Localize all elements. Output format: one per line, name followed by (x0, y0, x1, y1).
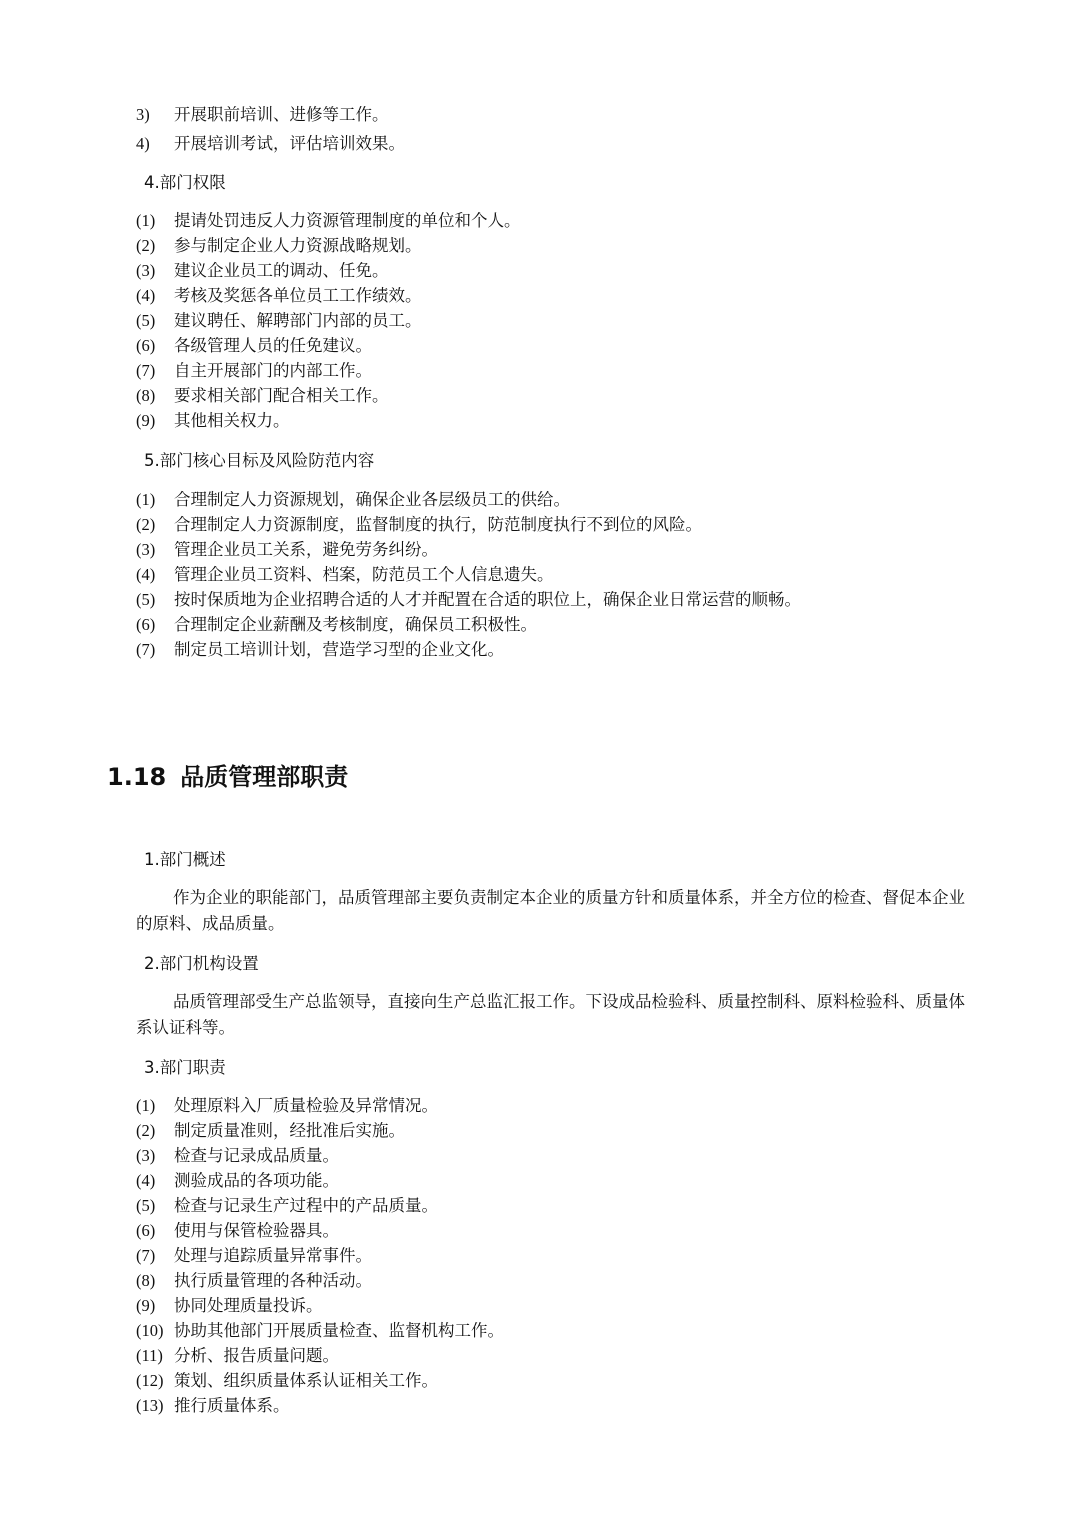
structure-heading: 2.部门机构设置 (144, 954, 259, 973)
item-number: (8) (136, 386, 156, 405)
list-item (136, 258, 521, 283)
item-number: (3) (136, 261, 156, 280)
item-number: (3) (136, 1146, 156, 1165)
list-item (136, 1343, 504, 1368)
item-text: 制定员工培训计划，营造学习型的企业文化。 (174, 640, 504, 659)
structure-paragraph: 品质管理部受生产总监领导，直接向生产总监汇报工作。下设成品检验科、质量控制科、原料检验科、质量体系认证科等。 (136, 992, 965, 1037)
list-item (136, 131, 405, 156)
list-item (136, 408, 521, 433)
item-number: (7) (136, 361, 156, 380)
item-text: 开展职前培训、进修等工作。 (174, 105, 389, 124)
item-text: 协助其他部门开展质量检查、监督机构工作。 (174, 1321, 504, 1340)
item-number: (6) (136, 336, 156, 355)
item-number: (4) (136, 565, 156, 584)
list-item (136, 233, 521, 258)
item-number: (5) (136, 1196, 156, 1215)
item-number: (2) (136, 236, 156, 255)
list-item (136, 1243, 504, 1268)
item-number: (7) (136, 1246, 156, 1265)
list-item (136, 1368, 504, 1393)
item-text: 考核及奖惩各单位员工工作绩效。 (174, 286, 422, 305)
item-number: (7) (136, 640, 156, 659)
list-item (136, 208, 521, 233)
item-number: (6) (136, 615, 156, 634)
list-item (136, 487, 801, 512)
authority-heading: 4.部门权限 (144, 173, 226, 192)
item-number: (6) (136, 1221, 156, 1240)
item-text: 检查与记录成品质量。 (174, 1146, 339, 1165)
item-number: (5) (136, 590, 156, 609)
item-text: 管理企业员工资料、档案，防范员工个人信息遗失。 (174, 565, 554, 584)
item-text: 使用与保管检验器具。 (174, 1221, 339, 1240)
duties-list (136, 1093, 504, 1418)
list-item (136, 562, 801, 587)
item-text: 其他相关权力。 (174, 411, 290, 430)
item-text: 管理企业员工关系，避免劳务纠纷。 (174, 540, 438, 559)
item-text: 合理制定企业薪酬及考核制度，确保员工积极性。 (174, 615, 537, 634)
item-text: 处理与追踪质量异常事件。 (174, 1246, 372, 1265)
list-item (136, 587, 801, 612)
item-text: 建议聘任、解聘部门内部的员工。 (174, 311, 422, 330)
list-item (136, 358, 521, 383)
item-number: 4) (136, 134, 150, 153)
item-number: (1) (136, 211, 156, 230)
item-number: (2) (136, 515, 156, 534)
list-item (136, 1218, 504, 1243)
item-text: 处理原料入厂质量检验及异常情况。 (174, 1096, 438, 1115)
item-number: (4) (136, 1171, 156, 1190)
item-text: 要求相关部门配合相关工作。 (174, 386, 389, 405)
item-number: (9) (136, 411, 156, 430)
list-item (136, 1393, 504, 1418)
item-text: 分析、报告质量问题。 (174, 1346, 339, 1365)
list-item (136, 1093, 504, 1118)
overview-heading: 1.部门概述 (144, 850, 226, 869)
list-item (136, 383, 521, 408)
item-number: (5) (136, 311, 156, 330)
item-text: 开展培训考试，评估培训效果。 (174, 134, 405, 153)
item-number: (10) (136, 1321, 164, 1340)
item-number: (13) (136, 1396, 164, 1415)
list-item (136, 283, 521, 308)
item-text: 协同处理质量投诉。 (174, 1296, 323, 1315)
list-item (136, 308, 521, 333)
item-number: (3) (136, 540, 156, 559)
list-item (136, 1293, 504, 1318)
item-number: (2) (136, 1121, 156, 1140)
list-item (136, 537, 801, 562)
item-number: (12) (136, 1371, 164, 1390)
item-text: 建议企业员工的调动、任免。 (174, 261, 389, 280)
item-text: 各级管理人员的任免建议。 (174, 336, 372, 355)
item-number: (8) (136, 1271, 156, 1290)
section-title-text: 品质管理部职责 (180, 763, 349, 791)
item-text: 合理制定人力资源制度，监督制度的执行，防范制度执行不到位的风险。 (174, 515, 702, 534)
item-text: 提请处罚违反人力资源管理制度的单位和个人。 (174, 211, 521, 230)
item-number: (1) (136, 1096, 156, 1115)
list-item (136, 102, 405, 127)
item-text: 制定质量准则，经批准后实施。 (174, 1121, 405, 1140)
item-text: 测验成品的各项功能。 (174, 1171, 339, 1190)
item-text: 推行质量体系。 (174, 1396, 290, 1415)
item-number: 3) (136, 105, 150, 124)
item-text: 自主开展部门的内部工作。 (174, 361, 372, 380)
item-text: 检查与记录生产过程中的产品质量。 (174, 1196, 438, 1215)
overview-paragraph: 作为企业的职能部门，品质管理部主要负责制定本企业的质量方针和质量体系，并全方位的检查、督促本企业的原料、成品质量。 (136, 888, 965, 933)
list-item (136, 512, 801, 537)
duties-heading: 3.部门职责 (144, 1058, 226, 1077)
list-item (136, 1168, 504, 1193)
item-text: 执行质量管理的各种活动。 (174, 1271, 372, 1290)
item-text: 策划、组织质量体系认证相关工作。 (174, 1371, 438, 1390)
section-title (107, 760, 348, 794)
training-list (136, 102, 405, 156)
item-number: (4) (136, 286, 156, 305)
goals-heading: 5.部门核心目标及风险防范内容 (144, 451, 375, 470)
list-item (136, 612, 801, 637)
list-item (136, 333, 521, 358)
list-item (136, 1143, 504, 1168)
goals-list (136, 487, 801, 662)
list-item (136, 1118, 504, 1143)
list-item (136, 1268, 504, 1293)
item-number: (9) (136, 1296, 156, 1315)
section-number: 1.18 (107, 763, 167, 791)
list-item (136, 637, 801, 662)
list-item (136, 1318, 504, 1343)
item-number: (11) (136, 1346, 163, 1365)
item-text: 按时保质地为企业招聘合适的人才并配置在合适的职位上，确保企业日常运营的顺畅。 (174, 590, 801, 609)
list-item (136, 1193, 504, 1218)
item-text: 合理制定人力资源规划，确保企业各层级员工的供给。 (174, 490, 570, 509)
authority-list (136, 208, 521, 433)
item-number: (1) (136, 490, 156, 509)
item-text: 参与制定企业人力资源战略规划。 (174, 236, 422, 255)
